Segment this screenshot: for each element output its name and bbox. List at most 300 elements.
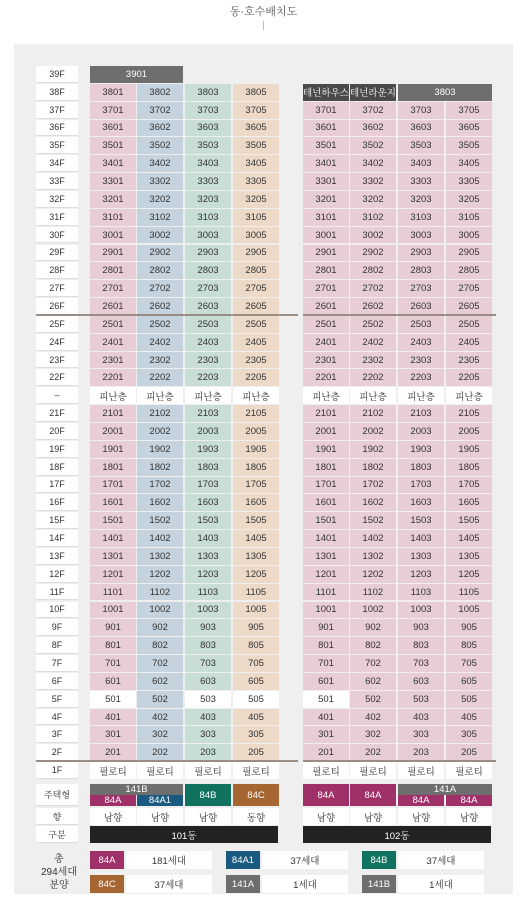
unit-cell: 2001 xyxy=(90,423,136,440)
unit-cell: 202 xyxy=(137,744,183,761)
unit-cell: 1105 xyxy=(446,584,492,601)
floor-label: 4F xyxy=(36,709,78,726)
unit-cell: 3001 xyxy=(90,227,136,244)
unit-cell: 201 xyxy=(303,744,349,761)
unit-cell: 2601 xyxy=(303,298,349,315)
legend-swatch-141a: 141A xyxy=(226,875,260,893)
unit-cell: 205 xyxy=(233,744,279,761)
building-header: 구분 xyxy=(36,826,78,843)
unit-cell: 705 xyxy=(233,655,279,672)
floor-label: 16F xyxy=(36,494,78,511)
legend-swatch-84b: 84B xyxy=(362,851,396,869)
unit-cell: 703 xyxy=(185,655,231,672)
floor-label: 2F xyxy=(36,744,78,761)
unit-cell: 3201 xyxy=(90,191,136,208)
unit-cell: 803 xyxy=(398,637,444,654)
unit-cell: 801 xyxy=(90,637,136,654)
unit-cell: 3102 xyxy=(137,209,183,226)
unit-cell: 2501 xyxy=(303,316,349,333)
unit-cell: 2803 xyxy=(185,262,231,279)
unit-cell: 3402 xyxy=(350,155,396,172)
unit-cell: 2101 xyxy=(90,405,136,422)
unit-cell: 2102 xyxy=(137,405,183,422)
unit-cell: 3705 xyxy=(446,102,492,119)
unit-cell: 202 xyxy=(350,744,396,761)
floor-label: 27F xyxy=(36,280,78,297)
unit-cell: 2201 xyxy=(303,369,349,386)
unit-cell: 2901 xyxy=(303,245,349,262)
unit-cell: 901 xyxy=(90,619,136,636)
unit-cell: 702 xyxy=(350,655,396,672)
unit-cell: 3602 xyxy=(137,120,183,137)
piloti-cell: 필로티 xyxy=(398,762,444,779)
unit-cell: 2705 xyxy=(233,280,279,297)
unit-cell: 3203 xyxy=(185,191,231,208)
unit-cell: 3101 xyxy=(90,209,136,226)
legend-swatch-141b: 141B xyxy=(362,875,396,893)
unit-cell: 2505 xyxy=(233,316,279,333)
unit-cell: 3303 xyxy=(185,173,231,190)
unit-cell: 1503 xyxy=(185,512,231,529)
floor-label: 15F xyxy=(36,512,78,529)
title-divider xyxy=(263,21,264,30)
unit-cell: 403 xyxy=(185,709,231,726)
unit-cell: 1803 xyxy=(185,459,231,476)
floor-label: 7F xyxy=(36,655,78,672)
unit-cell: 3405 xyxy=(233,155,279,172)
unit-cell: 603 xyxy=(398,673,444,690)
unit-cell: 1603 xyxy=(185,494,231,511)
facing-cell: 남향 xyxy=(303,808,349,825)
unit-cell: 1703 xyxy=(185,477,231,494)
unit-cell: 2605 xyxy=(233,298,279,315)
unit-cell: 3603 xyxy=(398,120,444,137)
legend-count: 1세대 xyxy=(398,875,484,893)
unit-cell: 605 xyxy=(446,673,492,690)
unit-cell: 3502 xyxy=(137,137,183,154)
unit-cell: 2702 xyxy=(137,280,183,297)
piloti-cell: 필로티 xyxy=(233,762,279,779)
type-84b: 84B xyxy=(185,784,231,806)
unit-cell: 2105 xyxy=(233,405,279,422)
unit-cell: 3005 xyxy=(233,227,279,244)
building-102-label: 102동 xyxy=(303,826,491,843)
unit-cell: 2202 xyxy=(137,369,183,386)
unit-cell: 3301 xyxy=(90,173,136,190)
unit-cell: 1303 xyxy=(398,548,444,565)
unit-cell: 401 xyxy=(90,709,136,726)
floor-label: 17F xyxy=(36,477,78,494)
unit-cell: 3102 xyxy=(350,209,396,226)
legend-count: 1세대 xyxy=(262,875,348,893)
unit-cell: 1701 xyxy=(90,477,136,494)
tenant-house-cell: 테넌하우스 xyxy=(303,84,349,101)
unit-cell: 1401 xyxy=(90,530,136,547)
unit-cell: 2801 xyxy=(90,262,136,279)
unit-cell: 902 xyxy=(137,619,183,636)
unit-cell: 2003 xyxy=(398,423,444,440)
floor-label: 12F xyxy=(36,566,78,583)
unit-cell: 2905 xyxy=(233,245,279,262)
unit-cell: 205 xyxy=(446,744,492,761)
legend-swatch-84a: 84A xyxy=(90,851,124,869)
unit-cell: 1301 xyxy=(90,548,136,565)
refuge-floor-cell: 피난층 xyxy=(303,387,349,404)
unit-cell: 405 xyxy=(446,709,492,726)
refuge-floor-cell: 피난층 xyxy=(137,387,183,404)
unit-cell: 3405 xyxy=(446,155,492,172)
unit-cell: 1002 xyxy=(350,602,396,619)
unit-cell: 2501 xyxy=(90,316,136,333)
type-141a: 141A xyxy=(398,784,492,795)
legend-total-line: 분양 xyxy=(49,880,69,891)
floor-label: 26F xyxy=(36,298,78,315)
unit-cell: 803 xyxy=(185,637,231,654)
unit-cell: 802 xyxy=(350,637,396,654)
unit-cell: 1401 xyxy=(303,530,349,547)
floor-label: 39F xyxy=(36,66,78,83)
unit-cell: 2205 xyxy=(233,369,279,386)
unit-cell: 303 xyxy=(398,726,444,743)
unit-cell: 2303 xyxy=(398,352,444,369)
building-101-label: 101동 xyxy=(90,826,278,843)
unit-cell: 805 xyxy=(233,637,279,654)
unit-cell: 3505 xyxy=(233,137,279,154)
unit-cell: 2005 xyxy=(233,423,279,440)
unit-cell: 3403 xyxy=(185,155,231,172)
unit-cell: 2003 xyxy=(185,423,231,440)
unit-cell: 1505 xyxy=(233,512,279,529)
unit-cell: 1602 xyxy=(137,494,183,511)
unit-cell: 1901 xyxy=(90,441,136,458)
unit-cell: 3105 xyxy=(233,209,279,226)
unit-cell: 1501 xyxy=(303,512,349,529)
refuge-floor-cell: 피난층 xyxy=(90,387,136,404)
unit-cell: 2605 xyxy=(446,298,492,315)
floor-label: 21F xyxy=(36,405,78,422)
unit-cell: 905 xyxy=(233,619,279,636)
legend-total-line: 총 xyxy=(54,854,64,865)
unit-cell: 2402 xyxy=(137,334,183,351)
unit-cell: 2005 xyxy=(446,423,492,440)
legend-swatch-84a1: 84A1 xyxy=(226,851,260,869)
unit-cell: 2403 xyxy=(398,334,444,351)
unit-cell: 3802 xyxy=(137,84,183,101)
unit-cell: 2701 xyxy=(303,280,349,297)
unit-cell: 3803 xyxy=(185,84,231,101)
unit-cell: 1802 xyxy=(137,459,183,476)
unit-cell: 1102 xyxy=(137,584,183,601)
floor-label: 23F xyxy=(36,352,78,369)
unit-cell: 2405 xyxy=(233,334,279,351)
floor-label: 13F xyxy=(36,548,78,565)
unit-cell: 1403 xyxy=(185,530,231,547)
type-84a: 84A xyxy=(446,795,492,806)
unit-cell: 2103 xyxy=(398,405,444,422)
unit-cell: 2603 xyxy=(398,298,444,315)
unit-cell: 505 xyxy=(446,691,492,708)
unit-cell: 1103 xyxy=(398,584,444,601)
unit-cell: 3501 xyxy=(90,137,136,154)
unit-cell: 505 xyxy=(233,691,279,708)
unit-cell: 1105 xyxy=(233,584,279,601)
piloti-cell: 필로티 xyxy=(303,762,349,779)
floor-label: – xyxy=(36,387,78,404)
unit-cell: 703 xyxy=(398,655,444,672)
unit-cell: 3505 xyxy=(446,137,492,154)
unit-cell: 2505 xyxy=(446,316,492,333)
unit-cell: 601 xyxy=(90,673,136,690)
unit-cell: 801 xyxy=(303,637,349,654)
floor-label: 32F xyxy=(36,191,78,208)
unit-cell: 1005 xyxy=(233,602,279,619)
unit-cell: 503 xyxy=(185,691,231,708)
unit-cell: 3703 xyxy=(185,102,231,119)
unit-cell: 1802 xyxy=(350,459,396,476)
unit-cell: 1601 xyxy=(303,494,349,511)
floor-separator xyxy=(303,314,496,316)
unit-cell: 1901 xyxy=(303,441,349,458)
unit-cell: 802 xyxy=(137,637,183,654)
unit-cell: 3002 xyxy=(137,227,183,244)
refuge-floor-cell: 피난층 xyxy=(446,387,492,404)
unit-cell: 1305 xyxy=(233,548,279,565)
unit-cell: 3301 xyxy=(303,173,349,190)
unit-cell: 1405 xyxy=(233,530,279,547)
unit-cell: 3402 xyxy=(137,155,183,172)
unit-cell: 3302 xyxy=(350,173,396,190)
unit-cell: 405 xyxy=(233,709,279,726)
unit-cell: 1605 xyxy=(233,494,279,511)
floor-label: 19F xyxy=(36,441,78,458)
unit-cell: 702 xyxy=(137,655,183,672)
unit-cell: 3103 xyxy=(185,209,231,226)
unit-cell: 502 xyxy=(137,691,183,708)
unit-cell: 1705 xyxy=(446,477,492,494)
unit-cell: 1303 xyxy=(185,548,231,565)
unit-cell: 1603 xyxy=(398,494,444,511)
unit-cell: 3602 xyxy=(350,120,396,137)
floor-label: 29F xyxy=(36,245,78,262)
unit-cell: 2802 xyxy=(350,262,396,279)
unit-cell: 1503 xyxy=(398,512,444,529)
unit-cell: 2001 xyxy=(303,423,349,440)
floor-label: 14F xyxy=(36,530,78,547)
unit-cell: 1405 xyxy=(446,530,492,547)
unit-cell: 3401 xyxy=(90,155,136,172)
unit-cell: 1703 xyxy=(398,477,444,494)
unit-cell: 201 xyxy=(90,744,136,761)
unit-cell: 305 xyxy=(233,726,279,743)
unit-cell-3803: 3803 xyxy=(398,84,492,101)
unit-cell: 3701 xyxy=(303,102,349,119)
piloti-cell: 필로티 xyxy=(137,762,183,779)
unit-cell: 902 xyxy=(350,619,396,636)
unit-cell: 3105 xyxy=(446,209,492,226)
unit-cell: 3503 xyxy=(185,137,231,154)
unit-cell: 301 xyxy=(90,726,136,743)
unit-cell: 2203 xyxy=(398,369,444,386)
unit-cell: 3701 xyxy=(90,102,136,119)
unit-cell: 203 xyxy=(398,744,444,761)
unit-cell: 3601 xyxy=(90,120,136,137)
unit-cell: 2902 xyxy=(350,245,396,262)
unit-cell: 3205 xyxy=(233,191,279,208)
unit-cell: 2405 xyxy=(446,334,492,351)
tenant-lounge-cell: 테넌라운지 xyxy=(350,84,396,101)
unit-cell: 2201 xyxy=(90,369,136,386)
unit-cell: 501 xyxy=(90,691,136,708)
unit-cell: 903 xyxy=(398,619,444,636)
floor-label: 38F xyxy=(36,84,78,101)
unit-cell: 2403 xyxy=(185,334,231,351)
unit-cell: 2801 xyxy=(303,262,349,279)
unit-cell: 2603 xyxy=(185,298,231,315)
unit-cell: 2102 xyxy=(350,405,396,422)
unit-cell: 3401 xyxy=(303,155,349,172)
unit-cell: 1902 xyxy=(137,441,183,458)
unit-cell: 1803 xyxy=(398,459,444,476)
unit-cell: 603 xyxy=(185,673,231,690)
unit-cell: 301 xyxy=(303,726,349,743)
type-84c: 84C xyxy=(233,784,279,806)
unit-cell: 2303 xyxy=(185,352,231,369)
refuge-floor-cell: 피난층 xyxy=(185,387,231,404)
unit-cell: 303 xyxy=(185,726,231,743)
unit-cell: 2103 xyxy=(185,405,231,422)
unit-cell: 3305 xyxy=(446,173,492,190)
unit-cell: 1501 xyxy=(90,512,136,529)
unit-cell: 1305 xyxy=(446,548,492,565)
floor-label: 36F xyxy=(36,120,78,137)
unit-cell: 3202 xyxy=(350,191,396,208)
floor-label: 3F xyxy=(36,726,78,743)
unit-cell: 1702 xyxy=(137,477,183,494)
facing-cell: 남향 xyxy=(398,808,444,825)
unit-cell: 602 xyxy=(350,673,396,690)
unit-cell: 501 xyxy=(303,691,349,708)
unit-cell: 2701 xyxy=(90,280,136,297)
legend-total-label xyxy=(34,853,84,892)
floor-label: 30F xyxy=(36,227,78,244)
piloti-cell: 필로티 xyxy=(185,762,231,779)
unit-cell: 1205 xyxy=(233,566,279,583)
unit-cell: 2503 xyxy=(398,316,444,333)
unit-cell: 1801 xyxy=(90,459,136,476)
unit-cell: 2305 xyxy=(446,352,492,369)
type-84a: 84A xyxy=(398,795,444,806)
unit-cell: 3202 xyxy=(137,191,183,208)
unit-cell: 3503 xyxy=(398,137,444,154)
facing-cell: 남향 xyxy=(185,808,231,825)
unit-cell: 3501 xyxy=(303,137,349,154)
floor-label: 34F xyxy=(36,155,78,172)
unit-cell: 1101 xyxy=(303,584,349,601)
floor-label: 22F xyxy=(36,369,78,386)
unit-cell: 905 xyxy=(446,619,492,636)
unit-cell-3901: 3901 xyxy=(90,66,183,83)
unit-cell: 1003 xyxy=(185,602,231,619)
unit-cell: 3302 xyxy=(137,173,183,190)
unit-cell: 1903 xyxy=(185,441,231,458)
unit-cell: 2401 xyxy=(303,334,349,351)
unit-cell: 3702 xyxy=(350,102,396,119)
facing-cell: 동향 xyxy=(233,808,279,825)
unit-cell: 1203 xyxy=(398,566,444,583)
floor-label: 25F xyxy=(36,316,78,333)
unit-cell: 3205 xyxy=(446,191,492,208)
unit-cell: 2805 xyxy=(446,262,492,279)
unit-cell: 1602 xyxy=(350,494,396,511)
unit-cell: 503 xyxy=(398,691,444,708)
floor-label: 31F xyxy=(36,209,78,226)
unit-cell: 302 xyxy=(350,726,396,743)
unit-cell: 901 xyxy=(303,619,349,636)
unit-cell: 1103 xyxy=(185,584,231,601)
piloti-cell: 필로티 xyxy=(446,762,492,779)
unit-cell: 2105 xyxy=(446,405,492,422)
floor-label: 10F xyxy=(36,602,78,619)
page-title: 동·호수배치도 xyxy=(229,6,298,18)
unit-cell: 3201 xyxy=(303,191,349,208)
unit-cell: 2302 xyxy=(137,352,183,369)
unit-cell: 3305 xyxy=(233,173,279,190)
unit-cell: 2903 xyxy=(185,245,231,262)
unit-cell: 1905 xyxy=(233,441,279,458)
unit-cell: 3603 xyxy=(185,120,231,137)
unit-cell: 3005 xyxy=(446,227,492,244)
unit-cell: 1302 xyxy=(137,548,183,565)
unit-cell: 1702 xyxy=(350,477,396,494)
type-84a1: 84A1 xyxy=(137,795,183,806)
unit-cell: 903 xyxy=(185,619,231,636)
legend-swatch-84c: 84C xyxy=(90,875,124,893)
unit-cell: 1203 xyxy=(185,566,231,583)
unit-cell: 3805 xyxy=(233,84,279,101)
unit-cell: 1001 xyxy=(303,602,349,619)
unit-cell: 2705 xyxy=(446,280,492,297)
floor-label: 11F xyxy=(36,584,78,601)
unit-cell: 2703 xyxy=(398,280,444,297)
unit-cell: 1005 xyxy=(446,602,492,619)
unit-cell: 1701 xyxy=(303,477,349,494)
floor-label: 5F xyxy=(36,691,78,708)
type-84a: 84A xyxy=(90,795,136,806)
unit-cell: 1102 xyxy=(350,584,396,601)
unit-cell: 2101 xyxy=(303,405,349,422)
unit-cell: 1201 xyxy=(303,566,349,583)
unit-cell: 2402 xyxy=(350,334,396,351)
floor-label: 18F xyxy=(36,459,78,476)
unit-cell: 2902 xyxy=(137,245,183,262)
legend-count: 37세대 xyxy=(126,875,212,893)
unit-cell: 3203 xyxy=(398,191,444,208)
unit-cell: 1202 xyxy=(137,566,183,583)
refuge-floor-cell: 피난층 xyxy=(398,387,444,404)
floor-label: 28F xyxy=(36,262,78,279)
unit-cell: 1601 xyxy=(90,494,136,511)
unit-cell: 1202 xyxy=(350,566,396,583)
unit-cell: 605 xyxy=(233,673,279,690)
unit-cell: 2601 xyxy=(90,298,136,315)
housing-type-header: 주택형 xyxy=(36,784,78,806)
legend-count: 37세대 xyxy=(262,851,348,869)
unit-cell: 601 xyxy=(303,673,349,690)
unit-cell: 1201 xyxy=(90,566,136,583)
unit-cell: 3605 xyxy=(446,120,492,137)
type-84a: 84A xyxy=(303,784,349,806)
unit-cell: 1101 xyxy=(90,584,136,601)
